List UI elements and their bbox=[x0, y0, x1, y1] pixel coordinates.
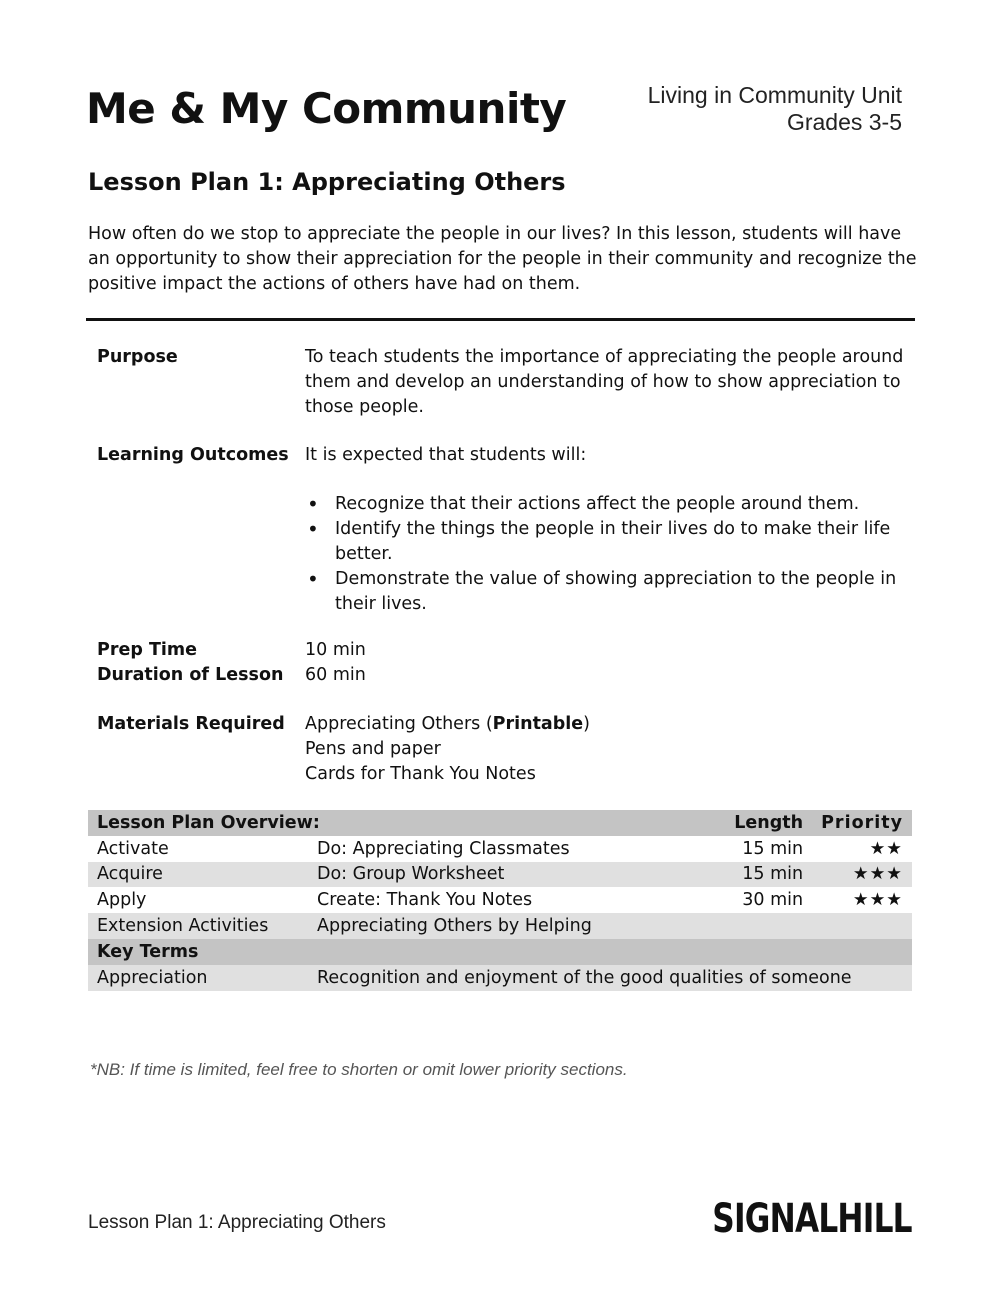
length-cell bbox=[714, 913, 812, 939]
outcome-item: • Demonstrate the value of showing appreciation to the people in their lives. bbox=[335, 567, 905, 617]
phase-cell: Apply bbox=[97, 890, 147, 911]
printable-link: Printable bbox=[492, 714, 584, 734]
length-cell: 30 min bbox=[742, 890, 804, 911]
material-item: Cards for Thank You Notes bbox=[305, 764, 536, 784]
priority-stars bbox=[812, 913, 912, 939]
overview-header-row bbox=[88, 810, 912, 836]
length-cell: 15 min bbox=[714, 862, 812, 888]
table-row bbox=[88, 887, 912, 913]
table-row bbox=[88, 965, 912, 991]
material-item: Appreciating Others (Printable) bbox=[305, 714, 590, 734]
unit-info bbox=[648, 82, 902, 136]
purpose-text: To teach students the importance of appreciating the people around them and develop an understanding of how to show appreciation to those people. bbox=[305, 347, 904, 417]
priority-stars: ★★ bbox=[869, 838, 903, 859]
length-header: Length bbox=[714, 810, 812, 836]
duration-value: 60 min bbox=[305, 665, 366, 685]
unit-name: Living in Community Unit bbox=[647, 82, 902, 108]
phase-cell: Extension Activities bbox=[88, 913, 308, 939]
outcomes-list bbox=[305, 492, 905, 617]
outcome-item: • Identify the things the people in their lives do to make their life better. bbox=[335, 517, 905, 567]
priority-stars: ★★★ bbox=[812, 862, 912, 888]
priority-stars: ★★★ bbox=[852, 890, 903, 911]
outcomes-intro: It is expected that students will: bbox=[305, 445, 587, 465]
materials-list bbox=[305, 712, 905, 787]
divider bbox=[86, 318, 915, 321]
activity-cell: Do: Appreciating Classmates bbox=[317, 838, 570, 859]
activity-cell: Create: Thank You Notes bbox=[317, 890, 533, 911]
lesson-overview-table bbox=[88, 810, 912, 991]
priority-header: Priority bbox=[812, 810, 912, 836]
table-row bbox=[88, 862, 912, 888]
overview-header: Lesson Plan Overview: bbox=[88, 810, 714, 836]
definition-cell: Recognition and enjoyment of the good qualities of someone bbox=[308, 965, 912, 991]
materials-label: Materials Required bbox=[97, 714, 285, 734]
activity-cell: Do: Group Worksheet bbox=[308, 862, 714, 888]
prep-time-label: Prep Time bbox=[97, 640, 197, 660]
key-terms-header-row bbox=[88, 939, 912, 965]
table-row bbox=[88, 913, 912, 939]
priority-note: *NB: If time is limited, feel free to shorten or omit lower priority sections. bbox=[90, 1060, 628, 1079]
prep-time-value: 10 min bbox=[305, 640, 366, 660]
signalhill-logo: SIGNALHILL bbox=[712, 1196, 912, 1242]
lesson-title: Lesson Plan 1: Appreciating Others bbox=[88, 168, 566, 196]
purpose-label: Purpose bbox=[97, 347, 178, 367]
outcomes-label: Learning Outcomes bbox=[97, 445, 289, 465]
page-title: Me & My Community bbox=[86, 84, 567, 133]
activity-cell: Appreciating Others by Helping bbox=[308, 913, 714, 939]
material-item: Pens and paper bbox=[305, 739, 441, 759]
length-cell: 15 min bbox=[742, 838, 804, 859]
term-cell: Appreciation bbox=[88, 965, 308, 991]
phase-cell: Acquire bbox=[88, 862, 308, 888]
grade-range: Grades 3-5 bbox=[786, 109, 902, 135]
outcome-item: • Recognize that their actions affect the people around them. bbox=[335, 492, 905, 517]
duration-label: Duration of Lesson bbox=[97, 665, 284, 685]
lesson-intro: How often do we stop to appreciate the people in our lives? In this lesson, students will have an opportunity to show their appreciation for the people in their community and recognize the positive impact the actions of others have had on them. bbox=[88, 224, 917, 294]
table-row bbox=[88, 836, 912, 862]
key-terms-header: Key Terms bbox=[88, 939, 912, 965]
footer-text: Lesson Plan 1: Appreciating Others bbox=[88, 1212, 386, 1233]
phase-cell: Activate bbox=[97, 838, 169, 859]
